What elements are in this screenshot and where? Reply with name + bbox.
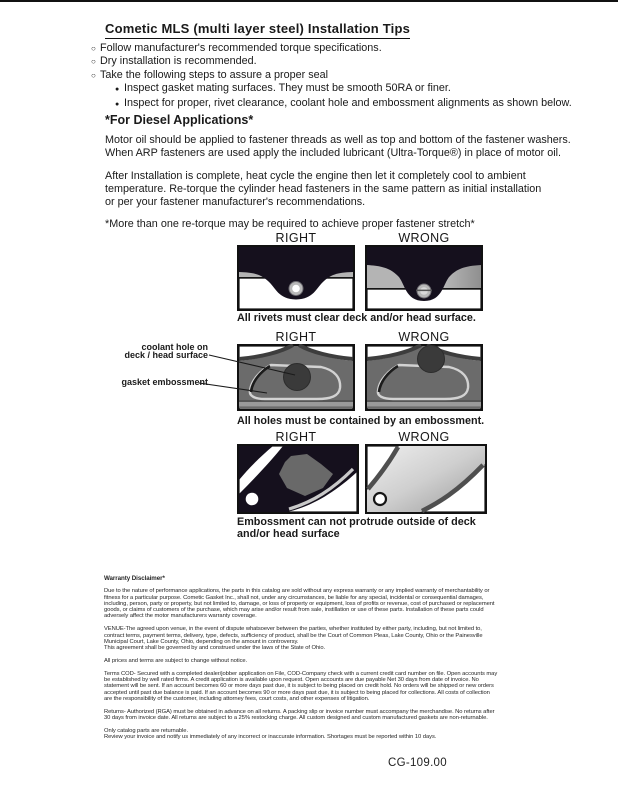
text-line: After Installation is complete, heat cycle the engine then let it completely cool to ambient xyxy=(105,169,526,182)
gasket-embossment-annotation: gasket embossment xyxy=(121,377,208,387)
diesel-note: *More than one re-torque may be required to achieve proper fastener stretch* xyxy=(105,218,475,231)
legal-line: This agreement shall be governed by and construed under the laws of the State of Ohio. xyxy=(104,645,326,652)
solid-bullet-icon xyxy=(115,82,124,96)
annotation-line: coolant hole on xyxy=(141,342,208,352)
row1-wrong-label: WRONG xyxy=(398,231,450,245)
list-item xyxy=(91,69,572,82)
list-item-text: Follow manufacturer's recommended torque specifications. xyxy=(100,42,382,54)
legal-line: including, person, party or property, but not limited to, damage, or loss of property or equipment, loss of profits or revenue, cost of purchased or replacement xyxy=(104,600,495,607)
legal-line: statement will be sent. If an account becomes 60 or more days past due, it is subject to being placed on credit hold. No orders will be shipped or new orders xyxy=(104,683,494,690)
venue-paragraph xyxy=(104,626,497,651)
protrusion-right-diagram xyxy=(237,444,359,514)
row2-wrong-label: WRONG xyxy=(398,330,450,344)
diesel-paragraph-2 xyxy=(105,170,571,210)
legal-line: Review your invoice and notify us immediately of any incorrect or inaccurate information. Shortages must be reported within 10 days. xyxy=(104,734,437,741)
warranty-disclaimer-heading: Warranty Disclaimer* xyxy=(104,575,165,582)
sub-list-item xyxy=(115,97,572,111)
legal-section xyxy=(104,576,497,747)
list-item-text: Inspect for proper, rivet clearance, coolant hole and embossment alignments as shown below. xyxy=(124,96,572,109)
text-line: Motor oil should be applied to fastener threads as well as top and bottom of the fastener washers. xyxy=(105,134,571,147)
solid-bullet-icon xyxy=(115,97,124,111)
row1-right-label: RIGHT xyxy=(275,231,317,245)
legal-line: VENUE-The agreed upon venue, in the event of dispute whatsoever between the parties, whether instituted by either party, including, but not limited to, xyxy=(104,626,482,633)
annotation-pointer-lines xyxy=(195,350,307,400)
row3-right-label: RIGHT xyxy=(275,430,317,444)
sub-list-item xyxy=(115,82,572,96)
page-title: Cometic MLS (multi layer steel) Installation Tips xyxy=(105,21,410,39)
returns-paragraph xyxy=(104,709,497,722)
text-line: When ARP fasteners are used apply the included lubricant (Ultra-Torque®) in place of motor oil. xyxy=(105,147,562,160)
row3-caption xyxy=(237,516,476,540)
list-item-text: Take the following steps to assure a proper seal xyxy=(100,68,329,81)
coolant-hole-annotation xyxy=(110,343,208,359)
page-number: CG-109.00 xyxy=(388,757,447,769)
list-item xyxy=(91,55,572,68)
list-item-text: Dry installation is recommended. xyxy=(100,55,257,68)
open-bullet-icon xyxy=(91,42,100,55)
protrusion-wrong-diagram xyxy=(365,444,487,514)
annotation-line: deck / head surface xyxy=(124,350,208,360)
open-bullet-icon xyxy=(91,55,100,68)
caption-line: Embossment can not protrude outside of deck xyxy=(237,516,476,528)
row1-caption: All rivets must clear deck and/or head surface. xyxy=(237,312,476,324)
legal-line: Municipal Court, Lake County, Ohio, depending on the amount in controversy. xyxy=(104,638,299,645)
legal-line: 30 days from invoice date. All returns are subject to a 25% restocking charge. All custom designed and custom manufactured gaskets are non-returnable. xyxy=(104,715,488,722)
row2-right-label: RIGHT xyxy=(275,330,317,344)
legal-line: accepted until past due balance is paid. If an account becomes 90 or more days past due, it is subject to being placed for collections. All costs of collection xyxy=(104,689,490,696)
warranty-paragraph xyxy=(104,588,497,619)
legal-line: adversely affect the motor manufacturers warranty coverage. xyxy=(104,613,257,620)
legal-line: Due to the nature of performance applications, the parts in this catalog are sold without any express warranty or any implied warranty of merchantability or xyxy=(104,588,490,595)
installation-tips-list xyxy=(91,42,572,111)
diesel-section xyxy=(105,114,571,231)
embossment-wrong-diagram xyxy=(365,344,483,411)
row2-caption: All holes must be contained by an embossment. xyxy=(237,415,485,427)
legal-line: Only catalog parts are returnable. xyxy=(104,727,188,734)
legal-line: be established by well rated firms. A credit application is available upon request. Open accounts are due payable Net 30 days from date of invoice. No xyxy=(104,677,479,684)
text-line: temperature. Re-torque the cylinder head fasteners in the same pattern as initial installation xyxy=(105,182,542,195)
terms-paragraph xyxy=(104,671,497,702)
legal-line: Returns- Authorized (RGA) must be obtained in advance on all returns. A packing slip or invoice number must accompany the merchandise. No returns after xyxy=(104,708,495,715)
legal-line: are the responsibility of the customer, including attorney fees, court costs, and other expenses of litigation. xyxy=(104,695,370,702)
legal-line: Terms COD- Secured with a completed dealer/jobber application on File, COD-Company check with a current credit card number on file. Open accounts may xyxy=(104,670,498,677)
legal-line: fitness for a particular purpose. Cometic Gasket Inc., shall not, under any circumstances, be liable for any special, incidental or consequential damages, xyxy=(104,594,484,601)
list-item-text: Inspect gasket mating surfaces. They must be smooth 50RA or finer. xyxy=(124,82,451,95)
open-bullet-icon xyxy=(91,69,100,82)
rivet-wrong-diagram xyxy=(365,245,483,311)
diesel-paragraph-1 xyxy=(105,134,571,160)
caption-line: and/or head surface xyxy=(237,528,340,540)
legal-line: goods, or claims of customers of the purchase, which may arise and/or result from sale, instillation or use of these parts. Installation of these parts could xyxy=(104,607,484,614)
closing-paragraph xyxy=(104,728,497,741)
rivet-right-diagram xyxy=(237,245,355,311)
list-item xyxy=(91,42,572,55)
diesel-heading: *For Diesel Applications* xyxy=(105,113,254,127)
legal-line: contract terms, payment terms, delivery, type, defects, sufficiency of product, shall be the Court of Common Pleas, Lake County, Ohio or the Painesville xyxy=(104,632,483,639)
text-line: or per your fastener manufacturer's recommendations. xyxy=(105,196,366,209)
page-top-rule xyxy=(0,0,618,2)
row3-wrong-label: WRONG xyxy=(398,430,450,444)
prices-paragraph: All prices and terms are subject to change without notice. xyxy=(104,657,248,664)
